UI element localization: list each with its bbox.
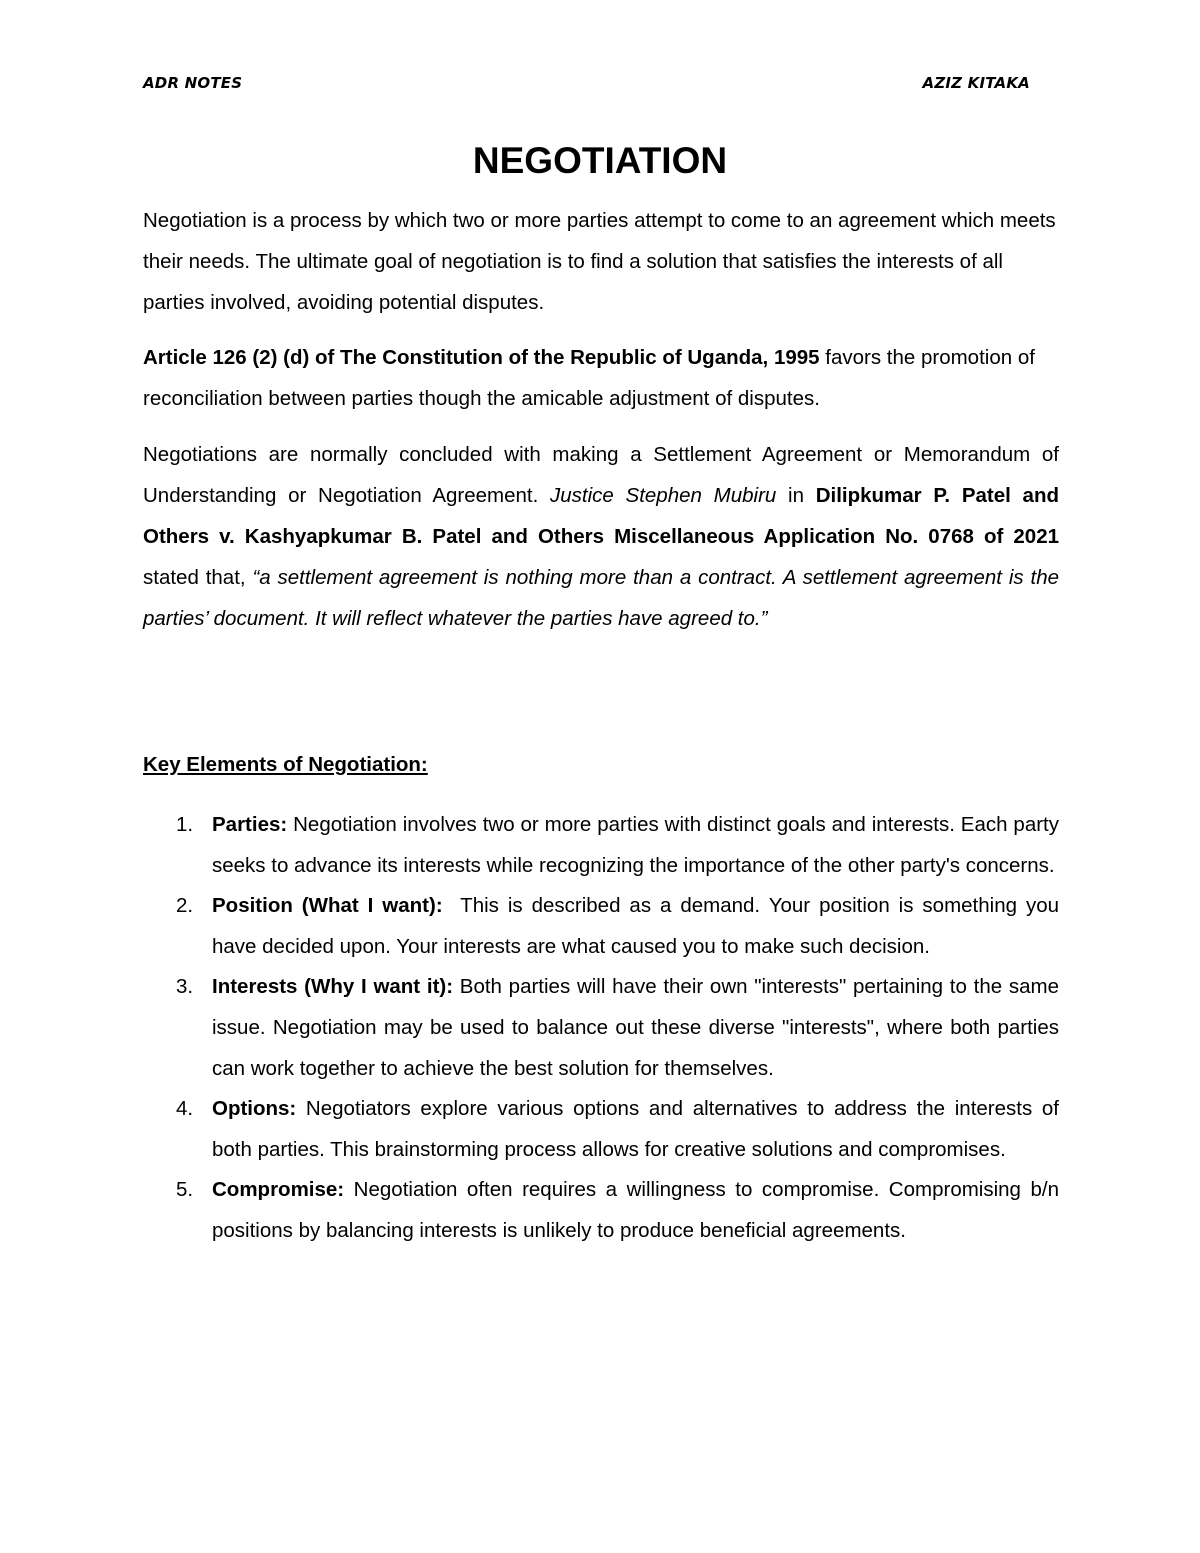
list-item [143,886,1065,967]
header-right: AZIZ KITAKA [922,74,1030,92]
item-text: Negotiators explore various options and alternatives to address the interests of both parties. This brainstorming process allows for creative solutions and compromises. [212,1097,1059,1161]
item-label: Options: [212,1097,297,1121]
section-heading: Key Elements of Negotiation: [143,753,428,776]
item-number: 3. [176,975,194,999]
intro-paragraph [143,200,1059,323]
settlement-paragraph [143,434,1059,639]
article-paragraph [143,337,1059,419]
case-citation: Dilipkumar P. Patel and Others v. Kashyapkumar B. Patel and Others Miscellaneous Application No. 0768 of 2021 [143,484,1059,548]
settlement-quote: “a settlement agreement is nothing more than a contract. A settlement agreement is the parties’ document. It will reflect whatever the parties have agreed to.” [143,566,1060,630]
item-text: This is described as a demand. Your position is something you have decided upon. Your interests are what caused you to make such decision. [212,894,1065,958]
item-label: Parties: [212,813,288,836]
list-item [143,1089,1059,1170]
settlement-text-3: stated that, [143,566,253,589]
article-text: favors the promotion of reconciliation between parties though the amicable adjustment of disputes. [143,346,1035,410]
item-number: 2. [176,894,194,918]
settlement-text-2: in [776,484,816,507]
article-citation: Article 126 (2) (d) of The Constitution of the Republic of Uganda, 1995 [143,346,820,369]
page-title: NEGOTIATION [472,140,728,181]
header-left: ADR NOTES [143,74,243,92]
item-text: Both parties will have their own "interests" pertaining to the same issue. Negotiation may be used to balance out these diverse "interests", where both parties can work together to achieve the best solution for themselves. [212,975,1059,1080]
key-elements-list [143,805,1065,1252]
item-label: Interests (Why I want it): [212,975,454,999]
item-label: Position (What I want): [212,894,443,918]
list-item [143,805,1059,886]
settlement-text-1: Negotiations are normally concluded with making a Settlement Agreement or Memorandum of Understanding or Negotiation Agreement. [143,443,1059,507]
item-number: 1. [176,813,194,836]
list-item [143,967,1059,1089]
item-text: Negotiation involves two or more parties with distinct goals and interests. Each party seeks to advance its interests while recognizing the importance of the other party's concerns. [212,813,1059,877]
item-number: 4. [176,1097,194,1121]
item-label: Compromise: [212,1178,345,1202]
item-text: Negotiation often requires a willingness to compromise. Compromising b/n positions by balancing interests is unlikely to produce beneficial agreements. [212,1178,1059,1242]
list-item [143,1170,1059,1251]
judge-name: Justice Stephen Mubiru [550,484,777,507]
item-number: 5. [176,1178,194,1202]
intro-text: Negotiation is a process by which two or more parties attempt to come to an agreement which meets their needs. The ultimate goal of negotiation is to find a solution that satisfies the interests of all parties involved, avoiding potential disputes. [143,209,1056,314]
